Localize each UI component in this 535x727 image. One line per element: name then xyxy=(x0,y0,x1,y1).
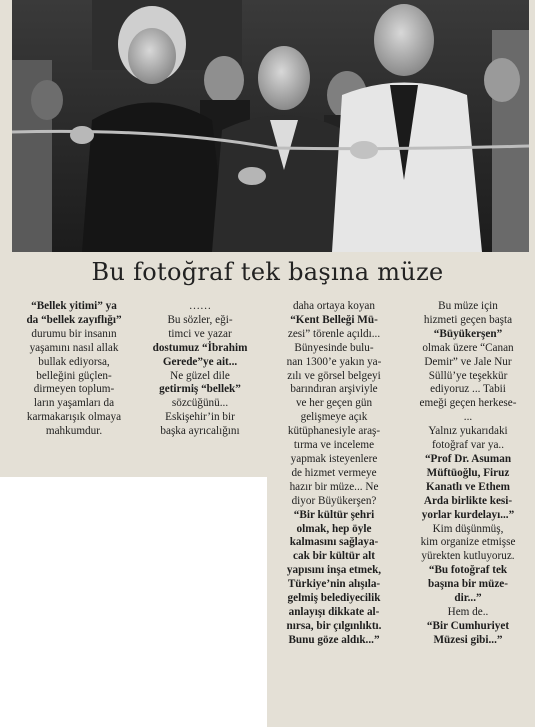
text-line: kütüphanesiyle araş- xyxy=(287,425,381,438)
text-line xyxy=(409,564,527,578)
text-line: hizmeti geçen başta xyxy=(423,313,513,326)
text-line xyxy=(409,453,527,467)
text-line xyxy=(275,606,393,620)
text-line: Bu müze için xyxy=(438,300,498,312)
article-column-1 xyxy=(16,300,132,439)
text-line xyxy=(409,342,527,356)
text-line: olmak üzere “Canan xyxy=(422,341,514,354)
text-line: …… xyxy=(188,300,212,312)
text-line: karmakarışık olmaya xyxy=(26,411,122,424)
ceremony-photo xyxy=(12,0,529,252)
text-line: anlayışı dikkate al- xyxy=(288,605,380,618)
text-line xyxy=(16,300,132,314)
text-line: dir...” xyxy=(454,592,482,605)
text-line xyxy=(409,495,527,509)
text-line: yorlar kurdelayı...” xyxy=(421,508,515,521)
text-line xyxy=(16,314,132,328)
article-column-4 xyxy=(409,300,527,648)
text-line: “Prof Dr. Asuman xyxy=(424,452,512,465)
text-line: yürekten kutluyoruz. xyxy=(421,550,515,563)
text-line: “Bir kültür şehri xyxy=(293,508,375,521)
text-line: nırsa, bir çılgınlıktı. xyxy=(286,619,382,632)
text-line: durumu bir insanın xyxy=(31,327,117,340)
text-line: zesi” törenle açıldı... xyxy=(287,327,381,340)
text-line: Eskişehir’in bir xyxy=(165,411,235,424)
text-line: barındıran arşiviyle xyxy=(290,383,378,396)
text-line xyxy=(275,523,393,537)
text-line xyxy=(275,564,393,578)
text-line xyxy=(409,467,527,481)
text-line: Bünyesinde bulu- xyxy=(294,341,374,354)
text-line xyxy=(409,328,527,342)
headline: Bu fotoğraf tek başına müze xyxy=(91,258,444,286)
text-line xyxy=(409,634,527,648)
text-line: hazır bir müze... Ne xyxy=(289,480,379,493)
text-line: “Kent Belleği Mü- xyxy=(290,313,378,326)
text-line xyxy=(144,356,256,370)
text-line: başka ayrıcalığını xyxy=(160,425,240,438)
text-line: de hizmet vermeye xyxy=(291,466,377,479)
text-line xyxy=(409,620,527,634)
text-line: mahkumdur. xyxy=(45,425,103,438)
text-line xyxy=(144,342,256,356)
text-line: emeği geçen herkese- xyxy=(419,397,517,410)
text-line xyxy=(144,383,256,397)
text-line: belleğini güçlen- xyxy=(36,369,112,382)
text-line xyxy=(275,578,393,592)
text-line: “Bu fotoğraf tek xyxy=(428,564,508,577)
text-line: kalmasını sağlaya- xyxy=(289,536,379,549)
text-line xyxy=(275,620,393,634)
text-line: Ne güzel dile xyxy=(170,369,230,382)
text-line: Müzesi gibi...” xyxy=(433,633,503,646)
text-line: tırma ve inceleme xyxy=(293,439,375,452)
text-line xyxy=(275,509,393,523)
text-line: cak bir kültür alt xyxy=(293,550,375,563)
text-line: da “bellek zayıflığı” xyxy=(26,313,122,326)
text-line: fotoğraf var ya.. xyxy=(431,439,505,452)
text-line xyxy=(275,314,393,328)
text-line: diyor Büyükerşen? xyxy=(291,494,377,507)
text-line: Müftüoğlu, Firuz xyxy=(426,466,510,479)
text-line: Demir” ve Jale Nur xyxy=(424,355,512,368)
text-line: dirmeyen toplum- xyxy=(33,383,115,396)
text-line: yapısını inşa etmek, xyxy=(286,564,382,577)
text-line xyxy=(409,509,527,523)
text-line: “Büyükerşen” xyxy=(433,327,503,340)
article-column-2 xyxy=(144,300,256,439)
text-line: daha ortaya koyan xyxy=(292,300,375,312)
text-line: ve her geçen gün xyxy=(295,397,373,410)
text-line: Arda birlikte kesi- xyxy=(423,494,513,507)
text-line: yaşamını nasıl allak xyxy=(29,341,119,354)
text-line: Süllü’ye teşekkür xyxy=(428,369,508,382)
text-line xyxy=(275,592,393,606)
text-line: başına bir müze- xyxy=(428,578,508,591)
text-line xyxy=(409,578,527,592)
text-line: ediyoruz ... Tabii xyxy=(430,383,506,396)
text-line xyxy=(409,592,527,606)
text-line: ların yaşamları da xyxy=(33,397,115,410)
text-line: Bu sözler, eği- xyxy=(167,313,233,326)
text-line: yapmak isteyenlere xyxy=(290,452,378,465)
text-line xyxy=(275,634,393,648)
text-line: sözcüğünü... xyxy=(171,397,229,410)
text-line: kim organize etmişse xyxy=(420,536,516,549)
text-line: Türkiye’nin alışıla- xyxy=(287,578,381,591)
text-line: olmak, hep öyle xyxy=(296,522,372,535)
text-line: Gerede”ye ait... xyxy=(162,355,238,368)
text-line: bullak ediyorsa, xyxy=(38,355,110,368)
text-line: nan 1300’e yakın ya- xyxy=(286,355,382,368)
text-line: zılı ve görsel belgeyi xyxy=(287,369,381,382)
text-line: gelmiş belediyecilik xyxy=(287,592,381,605)
text-line xyxy=(409,481,527,495)
text-line xyxy=(275,536,393,550)
text-line: Kim düşünmüş, xyxy=(432,522,504,535)
text-line xyxy=(275,550,393,564)
article-column-3 xyxy=(275,300,393,648)
text-line: ... xyxy=(463,411,473,424)
text-line: timci ve yazar xyxy=(168,327,232,340)
text-line: Hem de.. xyxy=(447,605,489,618)
text-line: dostumuz “İbrahim xyxy=(152,341,248,354)
text-line: “Bellek yitimi” ya xyxy=(31,300,117,312)
text-line: getirmiş “bellek” xyxy=(159,383,241,396)
text-line: “Bir Cumhuriyet xyxy=(426,619,510,632)
text-line: Yalnız yukarıdaki xyxy=(428,425,508,438)
text-line: gelişmeye açık xyxy=(300,411,368,424)
text-line: Kanatlı ve Ethem xyxy=(426,480,510,493)
text-line: Bunu göze aldık...” xyxy=(288,633,380,646)
